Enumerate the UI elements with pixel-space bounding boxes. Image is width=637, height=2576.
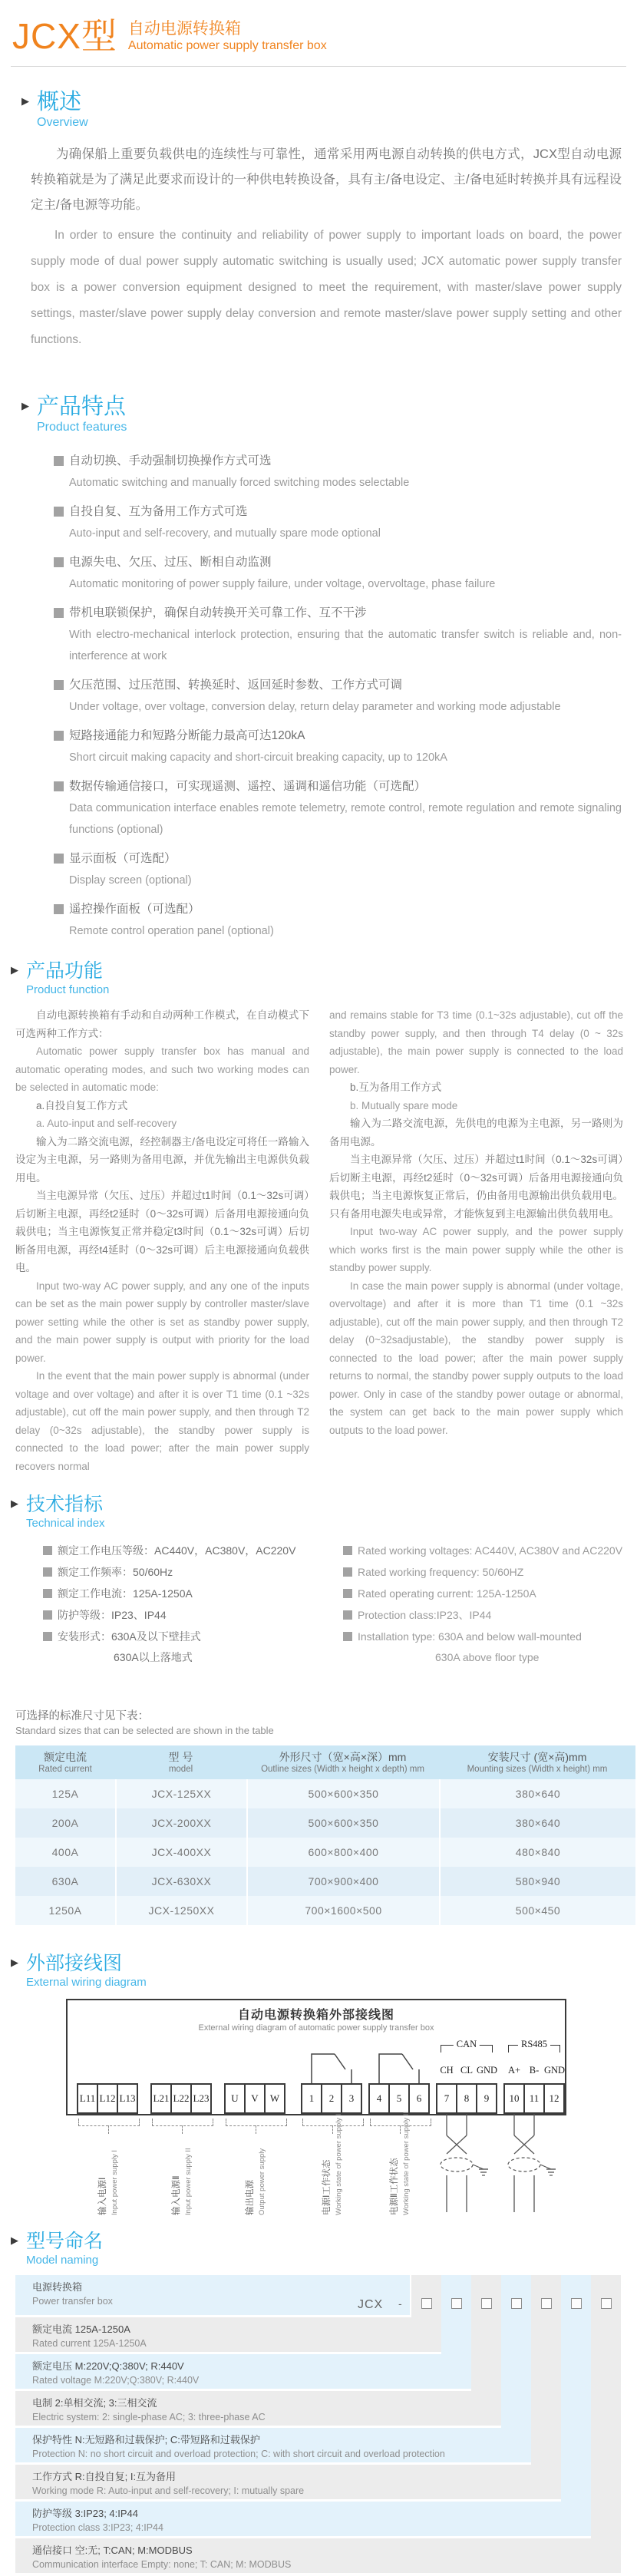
feature-item	[54, 451, 622, 494]
feature-item	[54, 502, 622, 544]
naming-row: 电源转换箱 Power transfer box	[15, 2275, 410, 2315]
model-code-box	[511, 2298, 522, 2309]
section-arrow-icon: ▶	[11, 2234, 18, 2246]
tech-item: Installation type: 630A and below wall-mounted	[343, 1626, 623, 1647]
page-header	[0, 0, 637, 54]
naming-row: 通信接口 空:无; T:CAN; M:MODBUS Communication interface Empty: none; T: CAN; M: MODBUS	[15, 2538, 621, 2573]
page-title-cn: 自动电源转换箱	[127, 20, 241, 38]
model-naming-chart	[0, 2275, 637, 2576]
bullet-square-icon	[54, 731, 64, 741]
terminal: 2	[321, 2083, 342, 2114]
section-arrow-icon: ▶	[11, 964, 18, 976]
section-wiring	[0, 1953, 637, 1991]
product-model: JCX型	[12, 16, 117, 56]
terminal: 11	[523, 2083, 545, 2114]
model-code-box	[451, 2298, 462, 2309]
tech-item: 安装形式：630A及以下壁挂式	[43, 1626, 323, 1647]
section-title-en: Product function	[26, 983, 110, 996]
bullet-square-icon	[43, 1589, 52, 1598]
naming-heading	[11, 2231, 637, 2269]
header-titles	[128, 18, 327, 54]
naming-column-stripe	[591, 2275, 621, 2573]
terminal-group-input1	[77, 2083, 138, 2114]
terminal: L22	[170, 2083, 192, 2114]
bullet-square-icon	[343, 1632, 352, 1641]
table-row: 1250A JCX-1250XX 700×1600×500 500×450	[15, 1896, 635, 1925]
terminal: L13	[117, 2083, 138, 2114]
terminal: 4	[368, 2083, 390, 2114]
feature-cn: 欠压范围、过压范围、转换延时、返回延时参数、工作方式可调	[69, 679, 403, 692]
table-row: 400A JCX-400XX 600×800×400 480×840	[15, 1838, 635, 1867]
terminal: U	[224, 2083, 246, 2114]
function-paragraph: Input two-way AC power supply, and any one of the inputs can be set as the main power supply by controller master/slave power setting while the other is set as standby power supply, and the main power supply is output with priority for the load power.	[15, 1280, 309, 1364]
section-function	[0, 960, 637, 999]
bullet-square-icon	[343, 1589, 352, 1598]
feature-cn: 自投自复、互为备用工作方式可选	[69, 505, 248, 518]
feature-en: Automatic switching and manually forced switching modes selectable	[69, 477, 410, 489]
bullet-square-icon	[43, 1546, 52, 1555]
terminal: 12	[543, 2083, 565, 2114]
section-title-en: Overview	[37, 116, 88, 129]
feature-cn: 数据传输通信接口，可实现遥测、遥控、遥调和遥信功能（可选配）	[69, 780, 427, 793]
tech-item: 额定工作频率：50/60Hz	[43, 1561, 323, 1583]
feature-en: Data communication interface enables remote telemetry, remote control, remote regulation and remote signaling functions (optional)	[69, 802, 622, 836]
feature-en: Auto-input and self-recovery, and mutually spare mode optional	[69, 527, 381, 540]
tech-item: Rated working frequency: 50/60HZ	[343, 1561, 623, 1583]
bullet-square-icon	[54, 781, 64, 791]
feature-en: Short circuit making capacity and short-circuit breaking capacity, up to 120kA	[69, 751, 447, 764]
table-row: 125A JCX-125XX 500×600×350 380×640	[15, 1779, 635, 1808]
switch-symbol	[301, 2046, 362, 2083]
feature-en: Automatic monitoring of power supply failure, under voltage, overvoltage, phase failure	[69, 578, 496, 590]
feature-cn: 电源失电、欠压、过压、断相自动监测	[69, 556, 272, 569]
terminal-group-state1	[301, 2083, 362, 2114]
feature-en: Under voltage, over voltage, conversion delay, return delay parameter and working mode adjustable	[69, 701, 561, 713]
section-arrow-icon: ▶	[21, 95, 29, 107]
tech-item-continuation: 630A above floor type	[435, 1651, 540, 1663]
terminal: L12	[97, 2083, 118, 2114]
can-bus-label: CAN	[454, 2039, 480, 2050]
terminal: V	[244, 2083, 266, 2114]
tech-item: Rated working voltages: AC440V, AC380V and AC220V	[343, 1540, 623, 1561]
feature-cn: 自动切换、手动强制切换操作方式可选	[69, 454, 272, 467]
rs485-bus-label: RS485	[518, 2039, 550, 2050]
terminal-group-input2	[150, 2083, 212, 2114]
model-code-box	[541, 2298, 552, 2309]
section-naming	[0, 2231, 637, 2269]
terminal-group-can	[436, 2083, 497, 2114]
twisted-pair-can	[436, 2114, 500, 2215]
naming-heading-text	[26, 2231, 103, 2269]
terminal: L11	[77, 2083, 98, 2114]
function-paragraph: Input two-way AC power supply, and the power supply which works first is the main power supply while the other is standby power supply.	[329, 1226, 623, 1273]
tech-right-column	[334, 1540, 623, 1667]
feature-en: Display screen (optional)	[69, 874, 192, 887]
feature-cn: 显示面板（可选配）	[69, 852, 177, 865]
function-heading	[11, 960, 637, 999]
section-arrow-icon: ▶	[11, 1957, 18, 1968]
wiring-diagram	[66, 1999, 573, 2220]
overview-heading-text	[37, 90, 88, 131]
function-columns	[15, 1006, 623, 1475]
function-paragraph: 当主电源异常（欠压、过压）并超过t1时间（0.1～32s可调）后切断主电源，再经t2延时（0～32s可调）后备用电源接通向负载供电；当主电源恢复正常后，仍由备用电源输出供负载用电。只有备用电源失电或异常，才能恢复到主电源输出供负载用电。	[329, 1154, 623, 1220]
naming-column-stripe	[561, 2275, 591, 2536]
terminal: W	[264, 2083, 285, 2114]
section-title-cn: 技术指标	[26, 1494, 104, 1515]
diagram-title-en: External wiring diagram of automatic power supply transfer box	[198, 2023, 434, 2033]
section-title-cn: 产品特点	[37, 395, 127, 419]
function-paragraph: b. Mutually spare mode	[350, 1099, 458, 1111]
tech-item-continuation: 630A以上落地式	[114, 1651, 193, 1663]
model-dash: -	[398, 2297, 402, 2310]
feature-item	[54, 849, 622, 891]
bullet-square-icon	[343, 1546, 352, 1555]
feature-cn: 遥控操作面板（可选配）	[69, 903, 200, 916]
tech-columns	[43, 1540, 623, 1667]
pin-label: GND	[544, 2065, 566, 2076]
feature-item	[54, 900, 622, 942]
tech-item: Protection class:IP23、IP44	[343, 1604, 623, 1626]
feature-en: Remote control operation panel (optional)	[69, 925, 274, 937]
function-paragraph: a. Auto-input and self-recovery	[36, 1118, 177, 1129]
section-title-en: Product features	[37, 421, 127, 434]
section-features	[0, 395, 637, 436]
wiring-heading	[11, 1953, 637, 1991]
function-right-column	[320, 1006, 623, 1475]
column-header: 安装尺寸 (宽×高)mm Mounting sizes (Width x height) mm	[467, 1751, 608, 1774]
overview-heading	[21, 90, 637, 131]
section-title-en: Model naming	[26, 2254, 99, 2267]
pin-label: CH	[440, 2065, 454, 2076]
model-code-box	[481, 2298, 492, 2309]
section-title-cn: 型号命名	[26, 2231, 104, 2252]
section-arrow-icon: ▶	[11, 1498, 18, 1509]
function-paragraph: a.自投自复工作方式	[36, 1099, 128, 1111]
bullet-square-icon	[54, 456, 64, 466]
section-title-cn: 外部接线图	[26, 1953, 123, 1974]
bullet-square-icon	[54, 680, 64, 690]
features-list	[54, 451, 622, 942]
pin-label: A+	[507, 2065, 521, 2076]
model-code-box	[571, 2298, 582, 2309]
model-prefix: JCX	[358, 2298, 384, 2311]
group-label-state1: 电源Ⅰ工作状态 Working state of power supply I	[322, 2113, 343, 2215]
features-heading	[21, 395, 637, 436]
sizes-note-cn: 可选择的标准尺寸见下表：	[15, 1710, 149, 1722]
tech-heading	[11, 1494, 637, 1532]
column-header: 额定电流 Rated current	[38, 1751, 92, 1774]
bullet-square-icon	[343, 1567, 352, 1577]
section-arrow-icon: ▶	[21, 400, 29, 411]
group-label-state2: 电源Ⅱ工作状态 Working state of power supply II	[390, 2112, 411, 2215]
terminal: 3	[341, 2083, 362, 2114]
pin-label: B-	[529, 2065, 540, 2076]
terminal: 10	[503, 2083, 525, 2114]
column-header: 外形尺寸（宽×高×深）mm Outline sizes (Width x height x depth) mm	[261, 1751, 424, 1774]
feature-cn: 带机电联锁保护，确保自动转换开关可靠工作、互不干涉	[69, 606, 367, 619]
function-paragraph: In case the main power supply is abnormal (under voltage, overvoltage) and after it is more than T1 time (0.1 ~32s adjustable), cut off the main power supply, and then through T2 delay (0~32sadjustable), the standby power supply is connected to the load power; after the main power supply returns to normal, the standby power supply outputs to the load power. Only in case of the standby power outage or abnormal, the system can get back to the main power supply which outputs to the load power.	[329, 1280, 623, 1436]
header-divider	[11, 66, 626, 67]
terminal: 5	[388, 2083, 410, 2114]
terminal: L21	[150, 2083, 172, 2114]
bullet-square-icon	[54, 507, 64, 517]
function-paragraph: 自动电源转换箱有手动和自动两种工作模式，在自动模式下可选两种工作方式：	[15, 1009, 309, 1039]
terminal: 8	[456, 2083, 477, 2114]
function-paragraph: 当主电源异常（欠压、过压）并超过t1时间（0.1～32s可调）后切断主电源，再经t2延时（0～32s可调）后备用电源接通向负载供电；当主电源恢复正常并稳定t3时间（0.1～32s可调）后切断备用电源，再经t4延时（0～32s可调）后主电源接通向负载供电。	[15, 1190, 309, 1273]
pin-label: CL	[460, 2065, 473, 2076]
bullet-square-icon	[54, 608, 64, 618]
tech-heading-text	[26, 1494, 105, 1532]
features-heading-text	[37, 395, 127, 436]
terminal-group-rs485	[503, 2083, 565, 2114]
group-label-input1: 输入电源Ⅰ Input power supply I	[98, 2149, 119, 2215]
overview-paragraph-en: In order to ensure the continuity and reliability of power supply to important loads on board, the power supply mode of dual power supply automatic switching is usually used; JCX automatic power supply transfer box is a power conversion equipment designed to meet the requirement, with master/slave power supply settings, master/slave power supply delay conversion and remote master/slave power supply setting and other functions.	[31, 229, 622, 346]
terminal: L23	[190, 2083, 212, 2114]
naming-row: 工作方式 R:自投自复; I:互为备用 Working mode R: Auto-input and self-recovery; I: mutually spare	[15, 2465, 561, 2499]
table-row: 200A JCX-200XX 500×600×350 380×640	[15, 1808, 635, 1838]
feature-item	[54, 777, 622, 841]
feature-cn: 短路接通能力和短路分断能力最高可达120kA	[69, 729, 305, 742]
tech-item: 额定工作电流：125A-1250A	[43, 1583, 323, 1604]
section-title-cn: 产品功能	[26, 960, 104, 982]
function-paragraph: b.互为备用工作方式	[350, 1082, 442, 1093]
group-label-output: 输出电源 Output power supply	[246, 2148, 266, 2215]
terminal: 1	[301, 2083, 322, 2114]
bullet-square-icon	[54, 854, 64, 864]
pin-label: GND	[477, 2065, 498, 2076]
function-paragraph: and remains stable for T3 time (0.1~32s adjustable), cut off the standby power supply, and then through T4 delay (0 ~ 32s adjustable), the main power supply is connected to the load power.	[329, 1009, 623, 1075]
sizes-note-en: Standard sizes that can be selected are shown in the table	[15, 1725, 274, 1736]
function-heading-text	[26, 960, 109, 999]
sizes-table	[15, 1745, 635, 1925]
section-title-cn: 概述	[37, 90, 82, 114]
naming-row: 防护等级 3:IP23; 4:IP44 Protection class 3:IP23; 4:IP44	[15, 2502, 591, 2536]
function-paragraph: Automatic power supply transfer box has manual and automatic operating modes, and such two working modes can be selected in automatic mode:	[15, 1045, 309, 1093]
section-tech	[0, 1494, 637, 1532]
section-title-en: Technical index	[26, 1517, 105, 1530]
ground-icon	[473, 2165, 488, 2175]
ground-icon	[540, 2165, 556, 2175]
function-paragraph: 输入为二路交流电源，先供电的电源为主电源，另一路则为备用电源。	[329, 1118, 623, 1148]
model-code-box	[601, 2298, 612, 2309]
terminal: 9	[476, 2083, 497, 2114]
function-paragraph: In the event that the main power supply is abnormal (under voltage and over voltage) and after it is over T1 time (0.1 ~32s adjustable), cut off the main power supply, and then through T2 delay (0~32s adjustable), the standby power supply is connected to the load power; after the main power supply recovers normal	[15, 1370, 309, 1472]
function-left-column	[15, 1006, 320, 1475]
group-label-input2: 输入电源Ⅱ Input power supply II	[172, 2148, 193, 2215]
tech-item: 额定工作电压等级：AC440V，AC380V，AC220V	[43, 1540, 323, 1561]
twisted-pair-rs485	[503, 2114, 568, 2215]
naming-row: 电制 2:单相交流; 3:三相交流 Electric system: 2: single-phase AC; 3: three-phase AC	[15, 2391, 501, 2426]
bullet-square-icon	[54, 557, 64, 567]
model-code-box	[421, 2298, 432, 2309]
overview-paragraph-cn: 为确保船上重要负载供电的连续性与可靠性，通常采用两电源自动转换的供电方式，JCX型自动电源转换箱就是为了满足此要求而设计的一种供电转换设备，具有主/备电设定、主/备电延时转换并具有远程设定主/备电源等功能。	[31, 147, 622, 212]
diagram-title-cn: 自动电源转换箱外部接线图	[237, 2009, 394, 2022]
terminal-group-output	[224, 2083, 285, 2114]
terminal: 7	[436, 2083, 457, 2114]
page-title-en: Automatic power supply transfer box	[127, 39, 327, 52]
tech-left-column	[43, 1540, 334, 1667]
tech-item: 防护等级：IP23、IP44	[43, 1604, 323, 1626]
feature-item	[54, 603, 622, 667]
feature-item	[54, 726, 622, 768]
column-header: 型 号 model	[168, 1751, 193, 1774]
table-header-row	[15, 1745, 635, 1779]
bullet-square-icon	[343, 1610, 352, 1620]
feature-item	[54, 553, 622, 595]
bullet-square-icon	[43, 1610, 52, 1620]
feature-item	[54, 675, 622, 718]
table-row: 630A JCX-630XX 700×900×400 580×940	[15, 1867, 635, 1896]
terminal: 6	[408, 2083, 430, 2114]
section-title-en: External wiring diagram	[26, 1976, 147, 1989]
tech-item: Rated operating current: 125A-1250A	[343, 1583, 623, 1604]
naming-row: 额定电压 M:220V;Q:380V; R:440V Rated voltage M:220V;Q:380V; R:440V	[15, 2354, 471, 2389]
section-overview	[0, 90, 637, 131]
wiring-heading-text	[26, 1953, 147, 1991]
function-paragraph: 输入为二路交流电源，经控制器主/备电设定可将任一路输入设定为主电源，另一路则为备用电源，并优先输出主电源供负载用电。	[15, 1135, 309, 1184]
switch-symbol	[368, 2046, 430, 2083]
bullet-square-icon	[54, 904, 64, 914]
feature-en: With electro-mechanical interlock protection, ensuring that the automatic transfer switch is reliable and, non-interference at work	[69, 629, 622, 662]
can-bus-bracket	[441, 2039, 493, 2053]
rs485-bus-bracket	[508, 2039, 560, 2053]
bullet-square-icon	[43, 1567, 52, 1577]
terminal-group-state2	[368, 2083, 430, 2114]
naming-row: 额定电流 125A-1250A Rated current 125A-1250A	[15, 2317, 441, 2352]
bullet-square-icon	[43, 1632, 52, 1641]
naming-row: 保护特性 N:无短路和过载保护; C:带短路和过载保护 Protection N: no short circuit and overload protection; C: with short circuit and overload protection	[15, 2428, 531, 2462]
